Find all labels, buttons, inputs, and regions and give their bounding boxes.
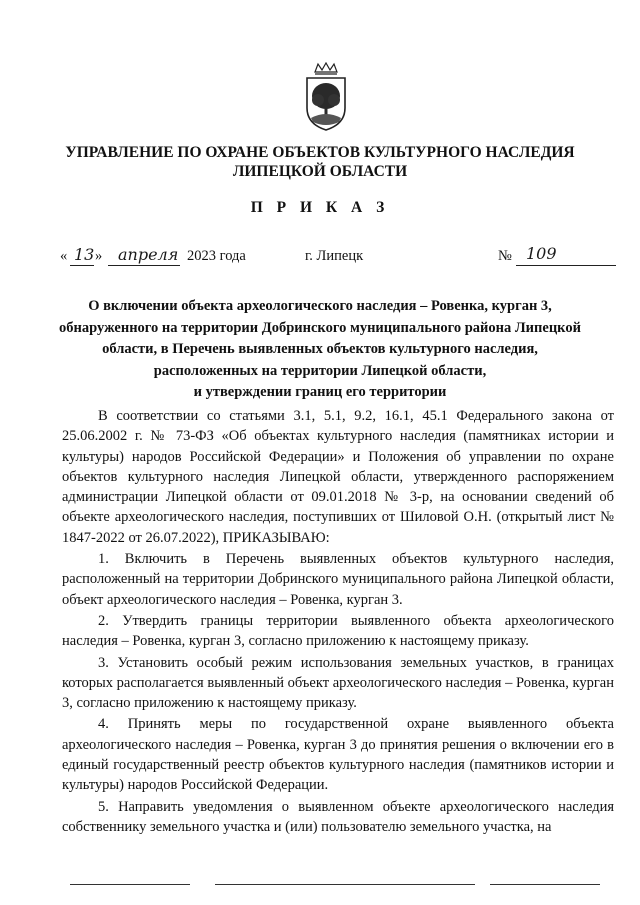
- date-year: 2023 года: [187, 248, 246, 264]
- handwritten-day: 13: [74, 245, 95, 264]
- city-name: г. Липецк: [305, 248, 364, 264]
- title-line: области, в Перечень выявленных объектов культурного наследия,: [102, 341, 538, 357]
- order-item-5: 5. Направить уведомления о выявленном объекте археологического наследия собственнику земельного участка и (или) пользователю земельного участка, на: [62, 798, 614, 835]
- day-underline: [70, 265, 94, 266]
- date-number-line: [60, 244, 620, 272]
- month-underline: [108, 265, 180, 266]
- organization-name-line2: ЛИПЕЦКОЙ ОБЛАСТИ: [232, 163, 408, 180]
- handwritten-month: апреля: [118, 245, 179, 264]
- order-body: [62, 406, 614, 837]
- title-line: обнаруженного на территории Добринского муниципального района Липецкой: [59, 319, 581, 336]
- order-item-2: 2. Утвердить границы территории выявленного объекта археологического наследия – Ровенка, курган 3, согласно приложению к настоящему приказу.: [62, 612, 614, 650]
- title-line: расположенных на территории Липецкой области,: [153, 362, 487, 379]
- title-line: О включении объекта археологического наследия – Ровенка, курган 3,: [88, 298, 552, 314]
- order-item-3: 3. Установить особый режим использования земельных участков, в границах которых располагается выявленный объект археологического наследия – Ровенка, курган 3, согласно приложению к настоящему приказу.: [62, 654, 614, 712]
- lipetsk-coat-of-arms-icon: [303, 62, 349, 134]
- order-item-4: 4. Принять меры по государственной охране выявленного объекта археологического наследия – Ровенка, курган 3 до принятия решения о включении его в единый государственный реестр объектов культурного наследия (памятников истории и культуры) народов Российской Федерации.: [62, 716, 614, 794]
- number-label: №: [498, 248, 512, 264]
- scan-edge-artifact: [0, 884, 640, 886]
- number-underline: [516, 265, 616, 266]
- order-title: [40, 296, 600, 404]
- preamble-paragraph: В соответствии со статьями 3.1, 5.1, 9.2, 16.1, 45.1 Федерального закона от 25.06.2002 г. № 73-ФЗ «Об объектах культурного наследия (памятниках истории и культуры) народов Российской Федерации» и Положения об управлении по охране объектов культурного наследия Липецкой области, утвержденного распоряжением администрации Липецкой области от 09.01.2018 № 3-р, на основании сведений об объекте археологического наследия, поступивших от Шиловой О.Н. (открытый лист № 1847-2022 от 26.07.2022), ПРИКАЗЫВАЮ:: [62, 408, 614, 546]
- open-quote: «: [60, 248, 68, 264]
- title-line: и утверждении границ его территории: [193, 384, 447, 400]
- document-type-heading: П Р И К А З: [250, 199, 390, 216]
- order-item-1: 1. Включить в Перечень выявленных объектов культурного наследия, расположенный на территории Добринского муниципального района Липецкой области, объект археологического наследия – Ровенка, курган 3.: [62, 551, 614, 608]
- handwritten-order-number: 109: [526, 244, 557, 263]
- organization-name-line1: УПРАВЛЕНИЕ ПО ОХРАНЕ ОБЪЕКТОВ КУЛЬТУРНОГО НАСЛЕДИЯ: [65, 144, 575, 161]
- close-quote: »: [95, 248, 103, 264]
